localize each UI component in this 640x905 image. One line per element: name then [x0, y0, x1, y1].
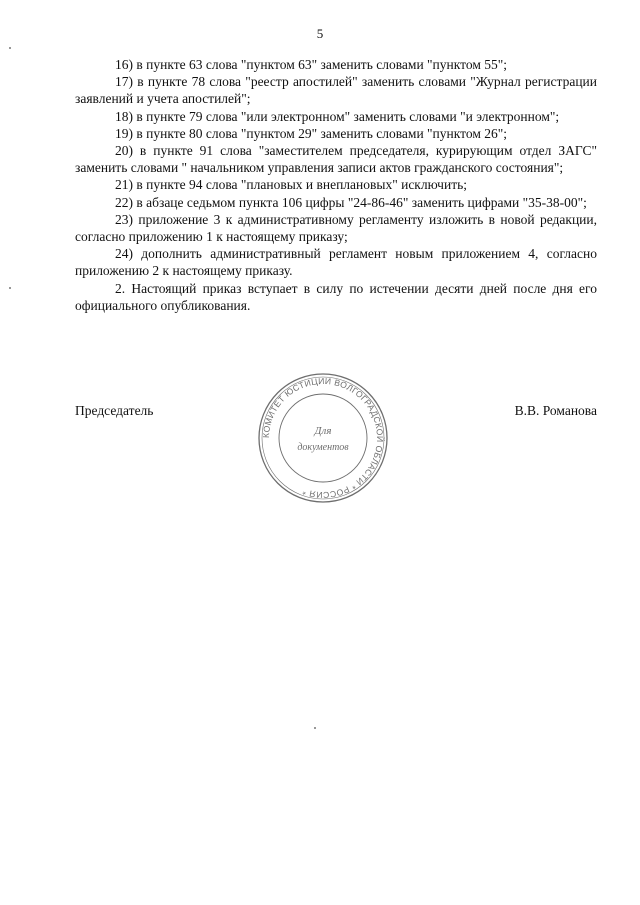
signer-title: Председатель [75, 403, 154, 418]
document-body [75, 56, 597, 314]
paragraph-21: 21) в пункте 94 слова "плановых и внеплановых" исключить; [115, 177, 467, 193]
paragraph-20: 20) в пункте 91 слова "заместителем председателя, курирующим отдел ЗАГС" заменить словами " начальником управления записи актов гражданского состояния"; [75, 143, 597, 176]
paragraph-24: 24) дополнить административный регламент новым приложением 4, согласно приложению 2 к настоящему приказу. [75, 246, 597, 279]
scan-speck [314, 727, 316, 729]
paragraph-22: 22) в абзаце седьмом пункта 106 цифры "24-86-46" заменить цифрами "35-38-00"; [115, 194, 587, 210]
official-seal-stamp [255, 370, 391, 506]
paragraph-23: 23) приложение 3 к административному регламенту изложить в новой редакции, согласно приложению 1 к настоящему приказу; [75, 211, 597, 245]
paragraph-16: 16) в пункте 63 слова "пунктом 63" заменить словами "пунктом 55"; [115, 57, 508, 72]
scan-speck [9, 287, 11, 289]
paragraph-17: 17) в пункте 78 слова "реестр апостилей" заменить словами "Журнал регистрации заявлений и учета апостилей"; [75, 74, 597, 107]
paragraph-effective-date: 2. Настоящий приказ вступает в силу по истечении десяти дней после дня его официального опубликования. [75, 280, 597, 313]
page-number: 5 [316, 26, 324, 41]
svg-text:документов: документов [297, 442, 349, 453]
svg-text:КОМИТЕТ ЮСТИЦИИ ВОЛГОГРАДСКОЙ: КОМИТЕТ ЮСТИЦИИ ВОЛГОГРАДСКОЙ ОБЛАСТИ * РОССИЯ * [260, 375, 386, 501]
paragraph-19: 19) в пункте 80 слова "пунктом 29" заменить словами "пунктом 26"; [115, 125, 508, 141]
scan-speck [9, 47, 11, 49]
svg-text:Для: Для [314, 425, 332, 437]
signer-name: В.В. Романова [514, 403, 597, 418]
paragraph-18: 18) в пункте 79 слова "или электронном" заменить словами "и электронном"; [115, 108, 560, 124]
